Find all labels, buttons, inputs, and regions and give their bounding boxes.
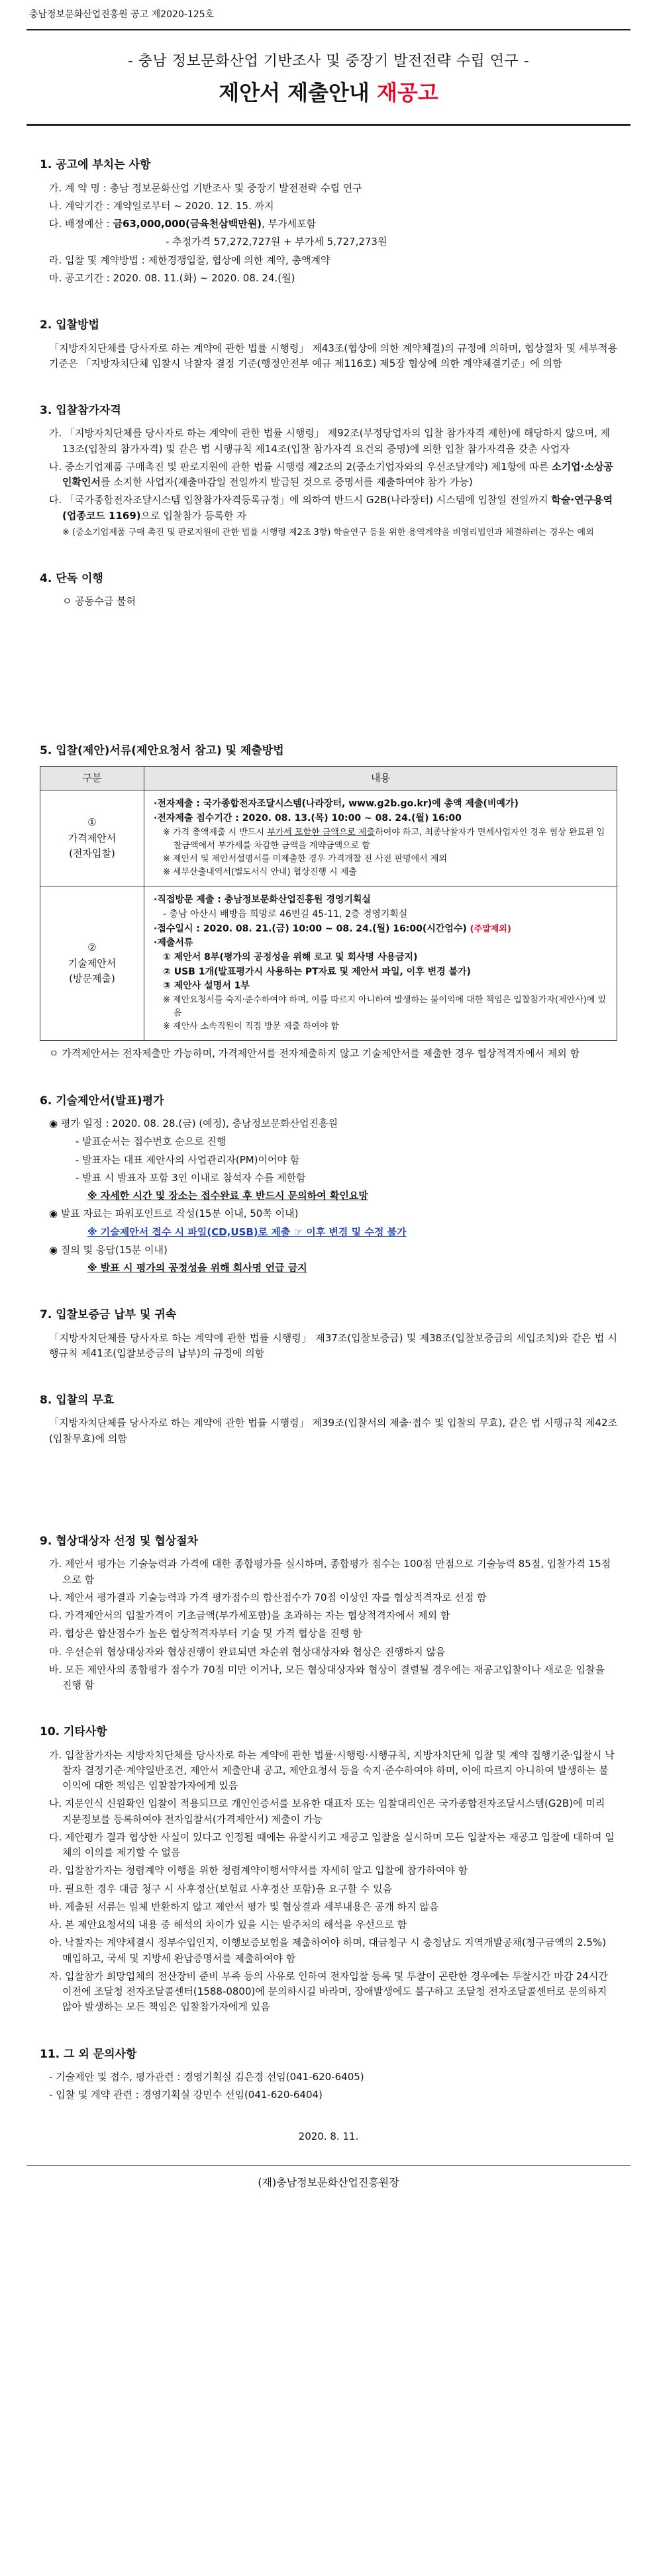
eligibility-note: ※ (중소기업제품 구매 촉진 및 판로지원에 관한 법률 시행령 제2조 3항) 학술연구 등을 위한 용역계약을 비영리법인과 체결하려는 경우는 예외: [62, 527, 594, 538]
category-cell: ② 기술제안서 (방문제출): [40, 886, 144, 1041]
file-submission-note: ※ 기술제안서 접수 시 파일(CD,USB)로 제출 ☞ 이후 변경 및 수정 불가: [87, 1225, 407, 1238]
table-header-row: [40, 766, 617, 790]
title-divider: [26, 124, 631, 126]
section-misc: 10. 기타사항 가. 입찰참가자는 지방자치단체를 당사자로 하는 계약에 관한 법률·시행령·시행규칙, 지방자치단체 입찰 및 계약 집행기준·입찰시 낙찰자 결정기준·계약일반조건, 제안서 제출안내 공고, 제안요청서 등을 숙지·준수하여야 하며, 이에 따르지 아니하여 발생하는 불이익에 대한 책임은 입찰참가자에게 있음 나. 지문인식 신원확인 입찰이 적용되므로 개인인증서를 보유한 대표자 또는 입찰대리인은 국가종합전자조달시스템(G2B)에 미리 지문정보를 등록하여야 전자입찰서(가격제안서) 제출이 가능 다. 제안평가 결과 협상한 사실이 있다고 인정될 때에는 유찰시키고 재공고 입찰을 실시하며 모든 입찰자는 재공고 입찰에 대하여 일체의 이의를 제기할 수 없음 라. 입찰참가자는 청렴계약 이행을 위한 청렴계약이행서약서를 자세히 알고 입찰에 참가하여야 함 마. 필요한 경우 대금 청구 시 사후정산(보험료 사후정산 포함)을 요구할 수 있음 바. 제출된 서류는 일체 반환하지 않고 제안서 평가 및 협상결과 세부내용은 공개 하지 않음 사. 본 제안요청서의 내용 중 해석의 차이가 있을 시는 발주처의 해석을 우선으로 함 아. 낙찰자는 계약체결시 정부수입인지, 이행보증보험을 제출하여야 하며, 대금청구 시 충청남도 지역개발공채(청구금액의 2.5%) 매입하고, 국세 및 지방세 완납증명서를 제출하여야 함 자. 입찰참가 희망업체의 전산장비 준비 부족 등의 사유로 인하여 전자입찰 등록 및 투찰이 곤란한 경우에는 투찰시간 마감 24시간 이전에 조달청 전자조달콜센터(1588-0800)에 문의하시길 바라며, 장애발생에도 불구하고 조달청 전자조달콜센터로 문의하지 않아 발생하는 모든 책임은 입찰참가자에게 있음: [40, 1723, 617, 2015]
section-title: 2. 입찰방법: [40, 318, 99, 332]
section-title: 10. 기타사항: [40, 1725, 107, 1739]
content-cell: ·전자제출 : 국가종합전자조달시스템(나라장터, www.g2b.go.kr)에 총액 제출(비예가) ·전자제출 접수기간 : 2020. 08. 13.(목) 10:00 ~ 08. 24.(월) 16:00 ※ 가격 총액제출 시 반드시 부가세 포함한 금액으로 제출하여야 하고, 최종낙찰자가 면세사업자인 경우 협상 완료된 입찰금액에서 부가세를 차감한 금액을 계약금액으로 함 ※ 제안서 및 제안서설명서를 미제출한 경우 가격개찰 전 사전 판명에서 제외 ※ 세부산출내역서(별도서식 안내) 협상진행 시 제출: [144, 790, 617, 886]
section-evaluation: 6. 기술제안서(발표)평가 ◉ 평가 일정 : 2020. 08. 28.(금) (예정), 충남정보문화산업진흥원 - 발표순서는 접수번호 순으로 진행 - 발표자는 대표 제안사의 사업관리자(PM)이어야 함 - 발표 시 발표자 포함 3인 이내로 참석자 수를 제한함 ※ 자세한 시간 및 장소는 접수완료 후 반드시 문의하여 확인요망 ◉ 발표 자료는 파워포인트로 작성(15분 이내, 50쪽 이내) ※ 기술제안서 접수 시 파일(CD,USB)로 제출 ☞ 이후 변경 및 수정 불가 ◉ 질의 및 응답(15분 이내) ※ 발표 시 평가의 공정성을 위해 회사명 언급 금지: [40, 1092, 617, 1276]
contract-name: 가. 계 약 명 : 충남 정보문화산업 기반조사 및 중장기 발전전략 수립 연구: [49, 181, 362, 194]
document-body: [0, 156, 657, 2144]
reannouncement-label: 재공고: [376, 79, 438, 105]
section-single-performance: [40, 570, 617, 610]
contact-line: - 입찰 및 계약 관련 : 경영기획실 강민수 선임(041-620-6404): [49, 2089, 323, 2101]
section-title: 4. 단독 이행: [40, 572, 103, 586]
submission-note: ㅇ 가격제안서는 전자제출만 가능하며, 가격제안서를 전자제출하지 않고 기술제안서를 제출한 경우 협상적격자에서 제외 함: [49, 1047, 580, 1060]
footer-divider: [26, 2165, 631, 2166]
category-cell: ① 가격제안서 (전자입찰): [40, 790, 144, 886]
eligibility-item: 다. 「국가종합전자조달시스템 입찰참가자격등록규정」에 의하여 반드시 G2B(나라장터) 시스템에 입찰일 전일까지 학술·연구용역(업종코드 1169)으로 입찰참가 등록한 자: [49, 494, 613, 522]
section-title: 3. 입찰참가자격: [40, 404, 121, 418]
eligibility-item: 가. 「지방자치단체를 당사자로 하는 계약에 관한 법률 시행령」 제92조(부정당업자의 입찰 참가자격 제한)에 해당하지 않으며, 제13조(입찰의 참가자격) 및 같은 법 시행규칙 제14조(입찰 참가자격 요건의 증명)에 의한 입찰 참가자격을 갖춘 사업자: [49, 427, 611, 455]
doc-number: 충남정보문화산업진흥원 공고 제2020-125호: [26, 0, 631, 30]
section-eligibility: [40, 402, 617, 540]
section-title: 11. 그 외 문의사항: [40, 2047, 137, 2061]
evaluation-schedule: ◉ 평가 일정 : 2020. 08. 28.(금) (예정), 충남정보문화산업진흥원: [49, 1118, 338, 1129]
section-title: 6. 기술제안서(발표)평가: [40, 1094, 164, 1108]
section-title: 8. 입찰의 무효: [40, 1394, 115, 1407]
submission-table: [40, 766, 617, 1041]
section-bid-method: [40, 316, 617, 371]
contact-line: - 기술제안 및 접수, 평가관련 : 경영기획실 김은경 선임(041-620-6405): [49, 2070, 364, 2083]
section-title: 7. 입찰보증금 납부 및 귀속: [40, 1308, 177, 1322]
list-item: ㅇ 공동수급 불허: [62, 595, 136, 608]
bid-method: 라. 입찰 및 계약방법 : 제한경쟁입찰, 협상에 의한 계약, 총액계약: [49, 254, 330, 266]
section-title: 9. 협상대상자 선정 및 협상절차: [40, 1534, 199, 1548]
budget-detail: - 추정가격 57,272,727원 + 부가세 5,727,273원: [166, 236, 387, 248]
table-row: [40, 886, 617, 1041]
budget: 다. 배정예산 : 금63,000,000(금육천삼백만원), 부가세포함: [49, 218, 317, 230]
section-invalid-bid: 8. 입찰의 무효 「지방자치단체를 당사자로 하는 계약에 관한 법률 시행령」 제39조(입찰서의 제출·접수 및 입찰의 무효), 같은 법 시행규칙 제42조(입찰무효)에 의함: [40, 1392, 617, 1447]
announcement-period: 마. 공고기간 : 2020. 08. 11.(화) ~ 2020. 08. 24.(월): [49, 271, 295, 284]
issue-date: 2020. 8. 11.: [298, 2130, 359, 2143]
contract-period: 나. 계약기간 : 계약일로부터 ~ 2020. 12. 15. 까지: [49, 199, 274, 212]
section-announcement: [40, 156, 617, 286]
section-title: 1. 공고에 부치는 사항: [40, 158, 151, 172]
doc-title: 제안서 제출안내 재공고: [219, 79, 438, 105]
paragraph: 「지방자치단체를 당사자로 하는 계약에 관한 법률 시행령」 제43조(협상에 의한 계약체결)의 규정에 의하며, 협상절차 및 세부적용기준은 「지방자치단체 입찰시 낙찰자 결정 기준(행정안전부 예규 제116호) 제5장 협상에 의한 계약체결기준」에 의함: [49, 342, 617, 369]
section-submission: [40, 742, 617, 1062]
section-title: 5. 입찰(제안)서류(제안요청서 참고) 및 제출방법: [40, 743, 284, 757]
column-header: 내용: [144, 766, 617, 790]
content-cell: ·직접방문 제출 : 충남정보문화산업진흥원 경영기획실 - 충남 아산시 배방읍 희망로 46번길 45-11, 2층 경영기획실 ·접수일시 : 2020. 08. 21.(금) 10:00 ~ 08. 24.(월) 16:00(시간엄수) (주말제외) ·제출서류 ① 제안서 8부(평가의 공정성을 위해 로고 및 회사명 사용금지) ② USB 1개(발표평가시 사용하는 PT자료 및 제안서 파일, 이후 변경 불가) ③ 제안사 설명서 1부 ※ 제안요청서를 숙지·준수하여야 하며, 이를 따르지 아니하여 발생하는 불이익에 대한 책임은 입찰참가자(제안사)에 있음 ※ 제안사 소속직원이 직접 방문 제출 하여야 함: [144, 886, 617, 1041]
column-header: 구분: [40, 766, 144, 790]
section-contact: [40, 2046, 617, 2103]
title-block: [0, 50, 657, 110]
section-bid-bond: 7. 입찰보증금 납부 및 귀속 「지방자치단체를 당사자로 하는 계약에 관한 법률 시행령」 제37조(입찰보증금) 및 제38조(입찰보증금의 세입조치)와 같은 법 시행규칙 제41조(입찰보증금의 납부)의 규정에 의함: [40, 1306, 617, 1361]
table-row: [40, 790, 617, 886]
eligibility-item: 나. 중소기업제품 구매촉진 및 판로지원에 관한 법률 시행령 제2조의 2(중소기업자와의 우선조달계약) 제1항에 따른 소기업·소상공인확인서를 소지한 사업자(제출마감일 전일까지 발급된 것으로 증명서를 제출하여야 참가 가능): [49, 460, 613, 489]
section-negotiation: 9. 협상대상자 선정 및 협상절차 가. 제안서 평가는 기술능력과 가격에 대한 종합평가를 실시하며, 종합평가 점수는 100점 만점으로 기술능력 85점, 입찰가격 15점으로 함 나. 제안서 평가결과 기술능력과 가격 평가점수의 합산점수가 70점 이상인 자를 협상적격자로 선정 함 다. 가격제안서의 입찰가격이 기초금액(부가세포함)을 초과하는 자는 협상적격자에서 제외 함 라. 협상은 합산점수가 높은 협상적격자부터 기술 및 가격 협상을 진행 함 마. 우선순위 협상대상자와 협상진행이 완료되면 차순위 협상대상자와 협상은 진행하지 않음 바. 모든 제안사의 종합평가 점수가 70점 미만 이거나, 모든 협상대상자와 협상이 결렬될 경우에는 재공고입찰이나 새로운 입찰을 진행 함: [40, 1533, 617, 1693]
doc-subtitle: - 충남 정보문화산업 기반조사 및 중장기 발전전략 수립 연구 -: [127, 52, 530, 70]
issuing-organization: (재)충남정보문화산업진흥원장: [258, 2175, 399, 2189]
